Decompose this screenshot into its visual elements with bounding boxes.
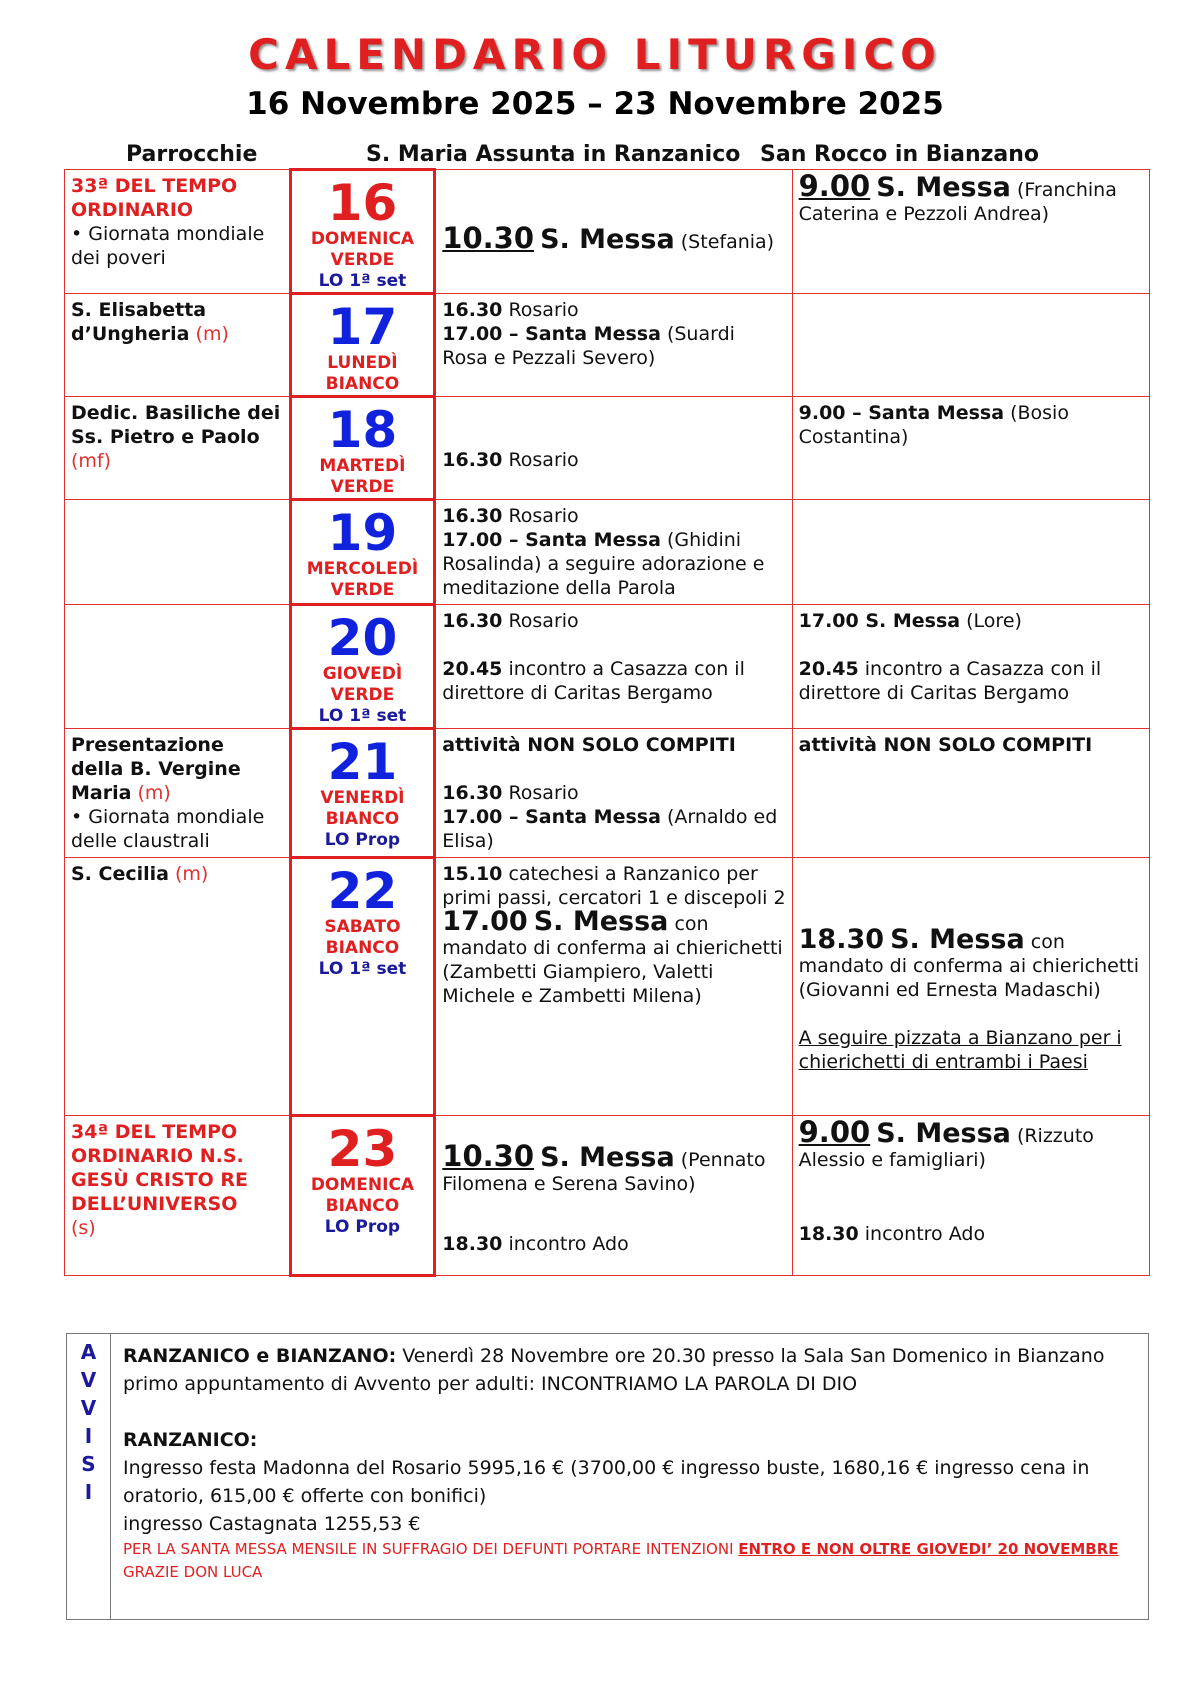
liturgical-color: VERDE xyxy=(330,477,395,497)
bianzano-cell xyxy=(792,170,1149,294)
day-number: 19 xyxy=(327,504,398,562)
ranzanico-cell xyxy=(435,397,792,500)
mass-intention: con mandato di conferma ai chierichetti (Zambetti Giampiero, Valetti Michele e Zambetti Milena) xyxy=(442,913,783,1007)
day-name: MARTEDÌ xyxy=(319,456,406,476)
mass-label: S. Messa xyxy=(533,906,669,937)
event-time: 16.30 xyxy=(442,610,503,632)
table-row xyxy=(65,170,1150,294)
liturgical-color: VERDE xyxy=(330,685,395,705)
feast-cell xyxy=(65,1116,291,1276)
feast-cell xyxy=(65,858,291,1116)
mass-label: S. Messa xyxy=(540,223,675,255)
side-letter: V xyxy=(80,1368,97,1392)
day-name: LUNEDÌ xyxy=(327,353,398,373)
event-text: Rosario xyxy=(508,505,579,527)
day-cell xyxy=(290,170,435,294)
day-number: 21 xyxy=(327,733,398,791)
bianzano-cell xyxy=(792,1116,1149,1276)
feast-cell xyxy=(65,500,291,605)
red-notice-text: PER LA SANTA MESSA MENSILE IN SUFFRAGIO DEI DEFUNTI PORTARE INTENZIONI xyxy=(123,1540,734,1558)
feast-title: Presentazione della B. Vergine Maria xyxy=(71,734,241,804)
day-cell xyxy=(290,1116,435,1276)
red-notice xyxy=(123,1538,1134,1584)
mass-intention: con mandato di conferma ai chierichetti (Giovanni ed Ernesta Madaschi) xyxy=(798,931,1140,1001)
activity-heading: attività NON SOLO COMPITI xyxy=(798,734,1093,756)
pizza-note: A seguire pizzata a Bianzano per i chierichetti di entrambi i Paesi xyxy=(798,1027,1122,1073)
red-notice-deadline: ENTRO E NON OLTRE GIOVEDI’ 20 NOVEMBRE xyxy=(738,1540,1119,1558)
liturgy-hours: LO 1ª set xyxy=(318,706,407,726)
ranzanico-cell xyxy=(435,1116,792,1276)
event-text: catechesi a Ranzanico per primi passi, cercatori 1 e discepoli 2 xyxy=(442,863,786,909)
liturgical-color: BIANCO xyxy=(325,938,400,958)
liturgy-hours: LO Prop xyxy=(324,830,401,850)
mass-intention: (Franchina Caterina e Pezzoli Andrea) xyxy=(798,179,1117,225)
feast-cell xyxy=(65,729,291,858)
mass-intention: (Rizzuto Alessio e famigliari) xyxy=(798,1125,1094,1171)
day-number: 18 xyxy=(327,401,398,459)
activity-heading: attività NON SOLO COMPITI xyxy=(442,734,736,756)
liturgy-hours: LO 1ª set xyxy=(318,271,407,291)
feast-title: 34ª DEL TEMPO ORDINARIO N.S. GESÙ CRISTO RE DELL’UNIVERSO xyxy=(71,1121,248,1215)
ranzanico-cell xyxy=(435,605,792,729)
mass-intention: (Pennato Filomena e Serena Savino) xyxy=(442,1149,766,1195)
day-cell xyxy=(290,397,435,500)
bianzano-cell xyxy=(792,294,1149,397)
day-number: 20 xyxy=(327,609,398,667)
notices-box xyxy=(66,1333,1149,1620)
day-number: 23 xyxy=(327,1120,398,1178)
feast-cell xyxy=(65,605,291,729)
feast-title: 33ª DEL TEMPO ORDINARIO xyxy=(71,175,238,221)
event-time: 16.30 xyxy=(442,505,503,527)
column-header-ranzanico: S. Maria Assunta in Ranzanico xyxy=(366,142,741,167)
event-time: 17.00 – Santa Messa xyxy=(442,806,661,828)
day-name: MERCOLEDÌ xyxy=(306,559,419,579)
bianzano-cell xyxy=(792,605,1149,729)
mass-label: S. Messa xyxy=(876,1118,1011,1149)
event-text: Rosario xyxy=(508,610,579,632)
mass-time: 10.30 xyxy=(442,220,535,255)
event-text: Rosario xyxy=(508,782,579,804)
notice-text: Venerdì 28 Novembre ore 20.30 presso la Sala San Domenico in Bianzano primo appuntamento di Avvento per adulti: INCONTRIAMO LA PAROLA DI DIO xyxy=(123,1345,1105,1395)
day-cell xyxy=(290,729,435,858)
feast-title: S. Elisabetta d’Ungheria xyxy=(71,299,207,345)
table-row xyxy=(65,729,1150,858)
feast-cell xyxy=(65,294,291,397)
day-name: DOMENICA xyxy=(310,1175,415,1195)
event-time: 16.30 xyxy=(442,449,503,471)
event-time: 20.45 xyxy=(798,658,859,680)
red-notice-closing: GRAZIE DON LUCA xyxy=(123,1563,263,1581)
date-range: 16 Novembre 2025 – 23 Novembre 2025 xyxy=(246,86,944,122)
event-time: 18.30 xyxy=(798,1223,859,1245)
event-time: 17.00 – Santa Messa xyxy=(442,323,661,345)
mass-label: S. Messa xyxy=(540,1142,675,1173)
liturgical-color: BIANCO xyxy=(325,374,400,394)
notices-content xyxy=(123,1342,1134,1584)
feast-rank: (mf) xyxy=(71,450,112,472)
column-header-parrocchie: Parrocchie xyxy=(126,142,258,167)
mass-time: 10.30 xyxy=(442,1139,535,1173)
day-number: 16 xyxy=(327,174,398,232)
side-letter: I xyxy=(84,1480,93,1504)
mass-label: S. Messa xyxy=(876,172,1011,203)
event-time: 9.00 – Santa Messa xyxy=(798,402,1005,424)
event-text: Rosario xyxy=(508,299,579,321)
event-text: (Lore) xyxy=(966,610,1022,632)
bianzano-cell xyxy=(792,729,1149,858)
bianzano-cell xyxy=(792,858,1149,1116)
feast-cell xyxy=(65,397,291,500)
liturgical-color: VERDE xyxy=(330,580,395,600)
table-row xyxy=(65,294,1150,397)
event-text: incontro a Casazza con il direttore di Caritas Bergamo xyxy=(442,658,745,704)
table-row xyxy=(65,1116,1150,1276)
event-time: 20.45 xyxy=(442,658,503,680)
bianzano-cell xyxy=(792,397,1149,500)
day-number: 22 xyxy=(327,862,398,920)
notice-text: Ingresso festa Madonna del Rosario 5995,16 € (3700,00 € ingresso buste, 1680,16 € ingresso cena in oratorio, 615,00 € offerte con bonifici) xyxy=(123,1457,1090,1507)
feast-rank: (s) xyxy=(71,1217,96,1239)
feast-rank: (m) xyxy=(137,782,171,804)
feast-title: Dedic. Basiliche dei Ss. Pietro e Paolo xyxy=(71,402,281,448)
liturgical-color: BIANCO xyxy=(325,809,400,829)
liturgical-color: BIANCO xyxy=(325,1196,400,1216)
side-letter: I xyxy=(84,1424,93,1448)
day-number: 17 xyxy=(327,298,398,356)
table-row xyxy=(65,500,1150,605)
notice-text: ingresso Castagnata 1255,53 € xyxy=(123,1513,421,1535)
event-text: (Ghidini Rosalinda) a seguire adorazione e meditazione della Parola xyxy=(442,529,765,599)
notice-heading: RANZANICO e BIANZANO: xyxy=(123,1345,397,1367)
event-time: 15.10 xyxy=(442,863,503,885)
bianzano-cell xyxy=(792,500,1149,605)
day-cell xyxy=(290,294,435,397)
event-text: (Bosio Costantina) xyxy=(798,402,1069,448)
page-title: CALENDARIO LITURGICO xyxy=(248,30,942,79)
event-text: (Suardi Rosa e Pezzali Severo) xyxy=(442,323,735,369)
event-text: incontro Ado xyxy=(508,1233,629,1255)
calendar-table xyxy=(64,168,1150,1277)
day-cell xyxy=(290,858,435,1116)
mass-label: S. Messa xyxy=(890,924,1025,955)
event-text: Rosario xyxy=(508,449,579,471)
day-name: DOMENICA xyxy=(310,229,415,249)
day-name: VENERDÌ xyxy=(320,788,405,808)
side-letter: V xyxy=(80,1396,97,1420)
mass-time: 17.00 xyxy=(442,906,528,937)
event-time: 17.00 – Santa Messa xyxy=(442,529,661,551)
liturgical-color: VERDE xyxy=(330,250,395,270)
event-text: incontro Ado xyxy=(864,1223,986,1245)
ranzanico-cell xyxy=(435,294,792,397)
mass-time: 9.00 xyxy=(798,169,871,203)
feast-title: S. Cecilia xyxy=(71,863,169,885)
liturgy-hours: LO Prop xyxy=(324,1217,401,1237)
feast-rank: (m) xyxy=(175,863,209,885)
feast-rank: (m) xyxy=(195,323,229,345)
ranzanico-cell xyxy=(435,858,792,1116)
mass-time: 18.30 xyxy=(798,924,885,955)
side-letter: S xyxy=(81,1452,96,1476)
ranzanico-cell xyxy=(435,729,792,858)
day-name: SABATO xyxy=(324,917,401,937)
notice-heading: RANZANICO: xyxy=(123,1429,258,1451)
day-name: GIOVEDÌ xyxy=(322,664,403,684)
ranzanico-cell xyxy=(435,500,792,605)
event-text: incontro a Casazza con il direttore di Caritas Bergamo xyxy=(798,658,1102,704)
mass-intention: (Stefania) xyxy=(680,230,775,253)
ranzanico-cell xyxy=(435,170,792,294)
event-time: 16.30 xyxy=(442,299,503,321)
table-row xyxy=(65,858,1150,1116)
liturgy-hours: LO 1ª set xyxy=(318,959,407,979)
feast-note: • Giornata mondiale delle claustrali xyxy=(71,806,265,852)
notices-side-label xyxy=(67,1334,111,1619)
day-cell xyxy=(290,605,435,729)
event-time: 16.30 xyxy=(442,782,503,804)
day-cell xyxy=(290,500,435,605)
event-time: 18.30 xyxy=(442,1233,503,1255)
table-row xyxy=(65,605,1150,729)
event-time: 17.00 S. Messa xyxy=(798,610,961,632)
column-header-bianzano: San Rocco in Bianzano xyxy=(760,142,1040,167)
event-text: (Arnaldo ed Elisa) xyxy=(442,806,778,852)
table-row xyxy=(65,397,1150,500)
mass-time: 9.00 xyxy=(798,1115,871,1149)
feast-cell xyxy=(65,170,291,294)
side-letter: A xyxy=(80,1340,97,1364)
feast-note: • Giornata mondiale dei poveri xyxy=(71,223,265,269)
